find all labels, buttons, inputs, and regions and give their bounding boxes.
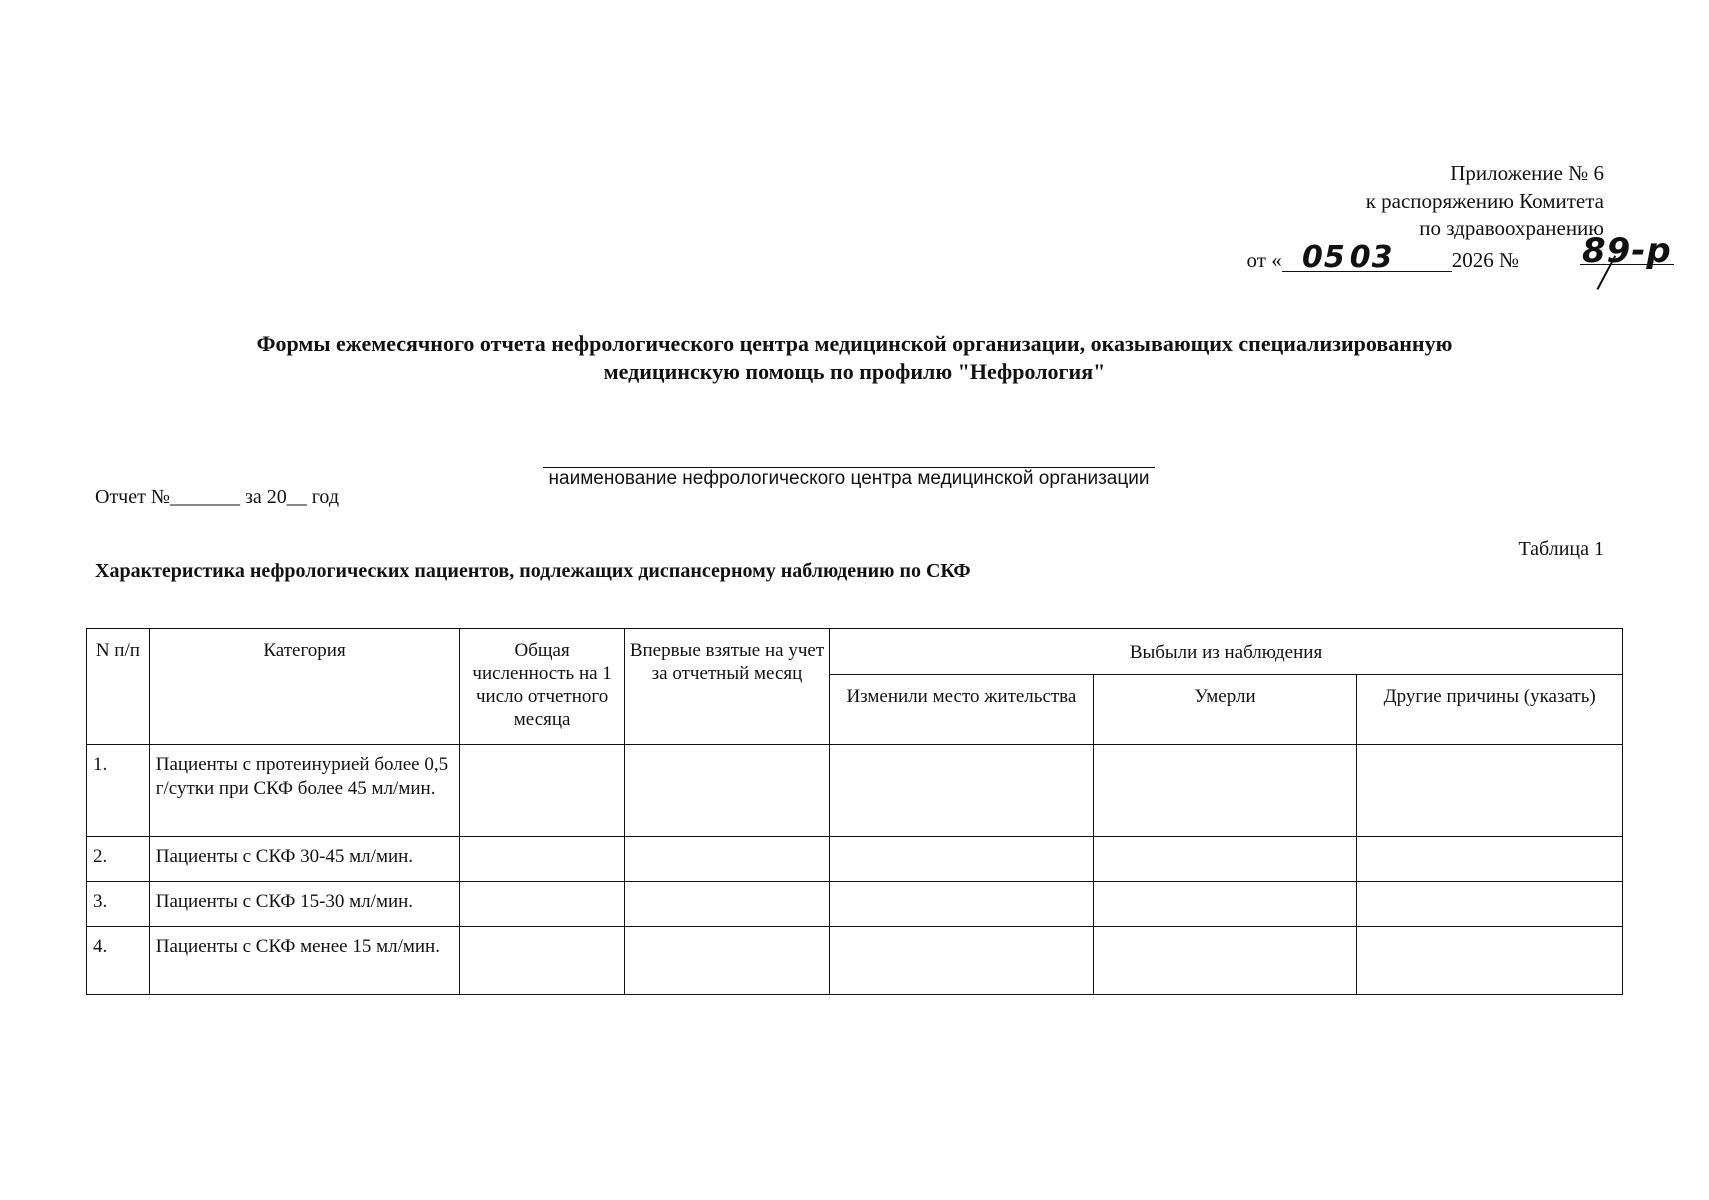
table-row [87, 745, 1623, 837]
table-caption: Характеристика нефрологических пациентов, подлежащих диспансерному наблюдению по СКФ [95, 560, 971, 582]
patients-table [86, 628, 1623, 995]
handwritten-day: 05 [1282, 245, 1348, 272]
cell-died[interactable] [1093, 745, 1357, 837]
row-category: Пациенты с протеинурией более 0,5 г/сутки при СКФ более 45 мл/мин. [149, 745, 460, 837]
header-num: N п/п [87, 629, 150, 745]
handwritten-month: 03 [1348, 245, 1452, 272]
order-date-line [1246, 240, 1519, 275]
header-moved: Изменили место жительства [830, 675, 1094, 745]
cell-other[interactable] [1357, 927, 1623, 995]
report-number-line: Отчет №_______ за 20__ год [95, 486, 340, 508]
cell-new[interactable] [624, 927, 829, 995]
cell-new[interactable] [624, 882, 829, 927]
cell-total[interactable] [460, 745, 625, 837]
header-total: Общая численность на 1 число отчетного месяца [460, 629, 625, 745]
header-died: Умерли [1093, 675, 1357, 745]
document-title-line-1: Формы ежемесячного отчета нефрологического центра медицинской организации, оказывающих специализированную [256, 331, 1453, 356]
cell-total[interactable] [460, 882, 625, 927]
cell-total[interactable] [460, 837, 625, 882]
header-dropped: Выбыли из наблюдения [830, 629, 1623, 675]
cell-new[interactable] [624, 837, 829, 882]
row-num: 4. [87, 927, 150, 995]
header-new: Впервые взятые на учет за отчетный месяц [624, 629, 829, 745]
cell-moved[interactable] [830, 745, 1094, 837]
document-title-line-2: медицинскую помощь по профилю "Нефрология" [603, 359, 1106, 384]
cell-moved[interactable] [830, 882, 1094, 927]
committee-name: по здравоохранению [1419, 216, 1604, 240]
table-label: Таблица 1 [1518, 538, 1604, 560]
handwritten-doc-number: 89-р [1582, 231, 1672, 271]
cell-new[interactable] [624, 745, 829, 837]
row-num: 1. [87, 745, 150, 837]
header-category: Категория [149, 629, 460, 745]
header-other: Другие причины (указать) [1357, 675, 1623, 745]
date-prefix: от « [1246, 248, 1282, 272]
row-category: Пациенты с СКФ менее 15 мл/мин. [149, 927, 460, 995]
cell-other[interactable] [1357, 745, 1623, 837]
cell-other[interactable] [1357, 882, 1623, 927]
row-category: Пациенты с СКФ 30-45 мл/мин. [149, 837, 460, 882]
order-reference: к распоряжению Комитета [1365, 189, 1604, 213]
cell-died[interactable] [1093, 837, 1357, 882]
row-num: 2. [87, 837, 150, 882]
cell-died[interactable] [1093, 882, 1357, 927]
row-category: Пациенты с СКФ 15-30 мл/мин. [149, 882, 460, 927]
cell-other[interactable] [1357, 837, 1623, 882]
cell-moved[interactable] [830, 837, 1094, 882]
table-row [87, 882, 1623, 927]
table-row [87, 837, 1623, 882]
organization-caption: наименование нефрологического центра медицинской организации [548, 468, 1150, 489]
cell-died[interactable] [1093, 927, 1357, 995]
row-num: 3. [87, 882, 150, 927]
appendix-number: Приложение № 6 [1450, 161, 1604, 185]
table-row [87, 927, 1623, 995]
cell-total[interactable] [460, 927, 625, 995]
date-year-text: 2026 № [1451, 248, 1519, 272]
cell-moved[interactable] [830, 927, 1094, 995]
